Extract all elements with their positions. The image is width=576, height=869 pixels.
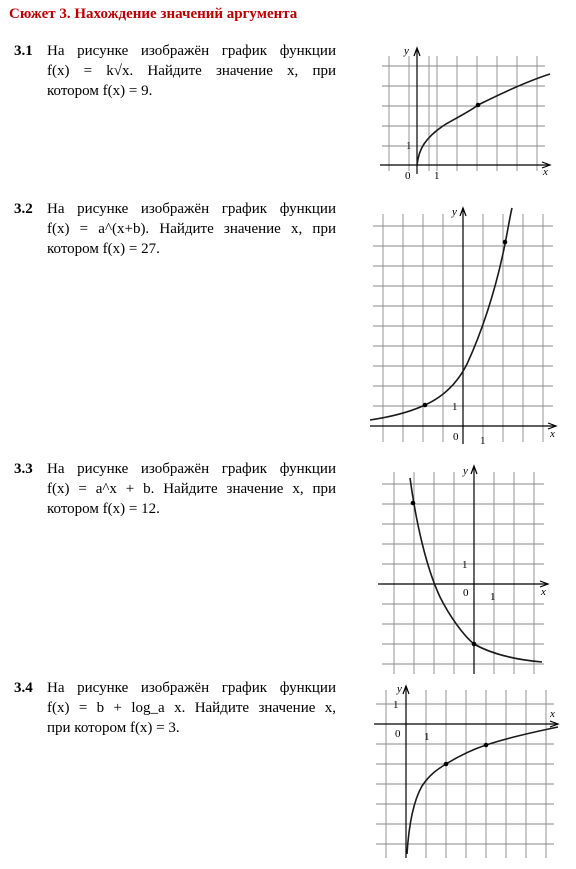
- problem-line: f(x) = k√x. Найдите значение x, при: [47, 63, 336, 79]
- y-axis-label: y: [404, 45, 409, 57]
- problem-line: котором f(x) = 27.: [47, 241, 160, 257]
- problem-line: На рисунке изображён график функции: [47, 680, 336, 696]
- y-unit-label: 1: [452, 401, 458, 413]
- x-unit-label: 1: [434, 170, 440, 182]
- function-curve: [407, 727, 558, 854]
- point-marker: [503, 240, 508, 245]
- problem-line: при котором f(x) = 3.: [47, 720, 180, 736]
- point-marker: [476, 103, 481, 108]
- problem-number: 3.4: [14, 680, 33, 696]
- point-marker: [472, 642, 477, 647]
- problem-number: 3.2: [14, 201, 33, 217]
- grid: [382, 472, 544, 674]
- graph-3-2: [370, 204, 560, 450]
- problem-line: f(x) = a^x + b. Найдите значение x, при: [47, 481, 336, 497]
- problem-line: f(x) = b + log_a x. Найдите значение x,: [47, 700, 336, 716]
- graph-3-1: [380, 44, 556, 182]
- x-unit-label: 1: [490, 591, 496, 603]
- point-marker: [444, 762, 449, 767]
- problem-text: [47, 199, 336, 259]
- problem-line: котором f(x) = 12.: [47, 501, 160, 517]
- point-marker: [484, 743, 489, 748]
- x-axis-label: x: [550, 428, 555, 440]
- problem-line: На рисунке изображён график функции: [47, 461, 336, 477]
- origin-label: 0: [463, 587, 469, 599]
- problem-line: На рисунке изображён график функции: [47, 43, 336, 59]
- origin-label: 0: [395, 728, 401, 740]
- grid: [376, 690, 554, 858]
- point-marker: [423, 403, 428, 408]
- y-unit-label: 1: [393, 699, 399, 711]
- x-axis-label: x: [543, 166, 548, 178]
- x-unit-label: 1: [424, 731, 430, 743]
- y-unit-label: 1: [462, 559, 468, 571]
- y-axis-label: y: [452, 206, 457, 218]
- problem-text: [47, 678, 336, 738]
- y-axis-label: y: [463, 465, 468, 477]
- y-axis-label: y: [397, 683, 402, 695]
- page-title: Сюжет 3. Нахождение значений аргумента: [9, 6, 298, 22]
- x-axis-label: x: [550, 708, 555, 720]
- point-marker: [411, 501, 416, 506]
- x-axis-label: x: [541, 586, 546, 598]
- problem-line: На рисунке изображён график функции: [47, 201, 336, 217]
- x-unit-label: 1: [480, 435, 486, 447]
- origin-label: 0: [453, 431, 459, 443]
- function-curve: [410, 478, 542, 662]
- problem-line: котором f(x) = 9.: [47, 83, 153, 99]
- graph-3-3: [378, 462, 554, 678]
- function-curve: [370, 208, 512, 420]
- y-unit-label: 1: [406, 140, 412, 152]
- problem-line: f(x) = a^(x+b). Найдите значение x, при: [47, 221, 336, 237]
- origin-label: 0: [405, 170, 411, 182]
- problem-number: 3.1: [14, 43, 33, 59]
- problem-number: 3.3: [14, 461, 33, 477]
- graph-3-4: [374, 682, 560, 862]
- problem-text: [47, 41, 336, 101]
- problem-text: [47, 459, 336, 519]
